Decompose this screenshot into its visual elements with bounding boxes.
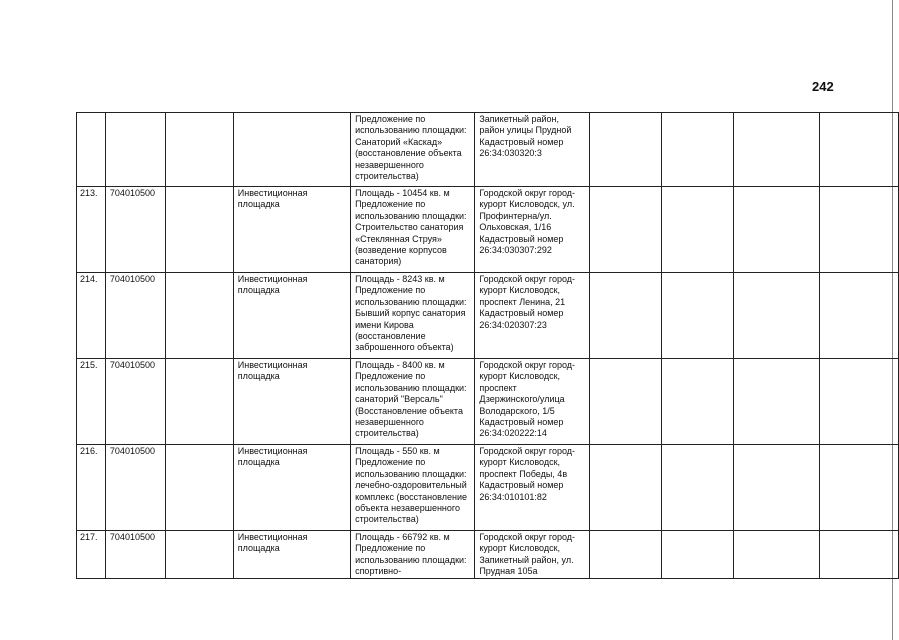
empty-cell (661, 531, 733, 579)
code-cell: 704010500 (105, 359, 165, 445)
type-cell (233, 113, 350, 187)
empty-cell (165, 273, 233, 359)
code-cell: 704010500 (105, 273, 165, 359)
empty-cell (589, 187, 661, 273)
address-cell: Городской округ город- курорт Кисловодск, проспект Победы, 4в Кадастровый номер 26:34:010101:82 (475, 445, 589, 531)
empty-cell (165, 187, 233, 273)
empty-cell (820, 359, 899, 445)
empty-cell (733, 359, 820, 445)
empty-cell (165, 531, 233, 579)
empty-cell (820, 113, 899, 187)
empty-cell (733, 445, 820, 531)
address-cell: Городской округ город- курорт Кисловодск, проспект Дзержинского/улица Володарского, 1/5 Кадастровый номер 26:34:020222:14 (475, 359, 589, 445)
description-cell: Площадь - 10454 кв. м Предложение по использованию площадки: Строительство санатория «Стеклянная Струя» (возведение корпусов санатория) (351, 187, 475, 273)
description-cell: Площадь - 66792 кв. м Предложение по использованию площадки: спортивно- (351, 531, 475, 579)
empty-cell (820, 273, 899, 359)
investment-sites-table (76, 112, 899, 579)
empty-cell (820, 531, 899, 579)
page-number: 242 (812, 79, 834, 94)
address-cell: Запикетный район, район улицы Прудной Кадастровый номер 26:34:030320:3 (475, 113, 589, 187)
empty-cell (733, 187, 820, 273)
type-cell: Инвестиционная площадка (233, 531, 350, 579)
empty-cell (589, 531, 661, 579)
empty-cell (589, 113, 661, 187)
empty-cell (165, 359, 233, 445)
empty-cell (661, 359, 733, 445)
table-row (77, 187, 899, 273)
empty-cell (165, 113, 233, 187)
description-cell: Площадь - 8400 кв. м Предложение по использованию площадки: санаторий "Версаль" (Восстановление объекта незавершенного строительства) (351, 359, 475, 445)
empty-cell (733, 113, 820, 187)
empty-cell (733, 531, 820, 579)
empty-cell (589, 359, 661, 445)
table-row (77, 273, 899, 359)
description-cell: Площадь - 8243 кв. м Предложение по использованию площадки: Бывший корпус санатория имени Кирова (восстановление заброшенного объекта) (351, 273, 475, 359)
row-number-cell: 213. (77, 187, 106, 273)
row-number-cell: 216. (77, 445, 106, 531)
table-row (77, 531, 899, 579)
row-number-cell (77, 113, 106, 187)
table-row (77, 445, 899, 531)
empty-cell (820, 445, 899, 531)
table-row (77, 359, 899, 445)
empty-cell (661, 113, 733, 187)
type-cell: Инвестиционная площадка (233, 273, 350, 359)
address-cell: Городской округ город- курорт Кисловодск, проспект Ленина, 21 Кадастровый номер 26:34:020307:23 (475, 273, 589, 359)
empty-cell (589, 445, 661, 531)
description-cell: Площадь - 550 кв. м Предложение по использованию площадки: лечебно-оздоровительный комплекс (восстановление объекта незавершенного строительства) (351, 445, 475, 531)
type-cell: Инвестиционная площадка (233, 445, 350, 531)
empty-cell (165, 445, 233, 531)
empty-cell (661, 445, 733, 531)
row-number-cell: 214. (77, 273, 106, 359)
code-cell (105, 113, 165, 187)
address-cell: Городской округ город- курорт Кисловодск, ул. Профинтерна/ул. Ольховская, 1/16 Кадастровый номер 26:34:030307:292 (475, 187, 589, 273)
empty-cell (589, 273, 661, 359)
description-cell: Предложение по использованию площадки: Санаторий «Каскад» (восстановление объекта незавершенного строительства) (351, 113, 475, 187)
empty-cell (661, 187, 733, 273)
type-cell: Инвестиционная площадка (233, 359, 350, 445)
row-number-cell: 217. (77, 531, 106, 579)
code-cell: 704010500 (105, 445, 165, 531)
code-cell: 704010500 (105, 187, 165, 273)
empty-cell (733, 273, 820, 359)
row-number-cell: 215. (77, 359, 106, 445)
address-cell: Городской округ город- курорт Кисловодск, Запикетный район, ул. Прудная 105а (475, 531, 589, 579)
empty-cell (661, 273, 733, 359)
code-cell: 704010500 (105, 531, 165, 579)
type-cell: Инвестиционная площадка (233, 187, 350, 273)
table-row (77, 113, 899, 187)
empty-cell (820, 187, 899, 273)
